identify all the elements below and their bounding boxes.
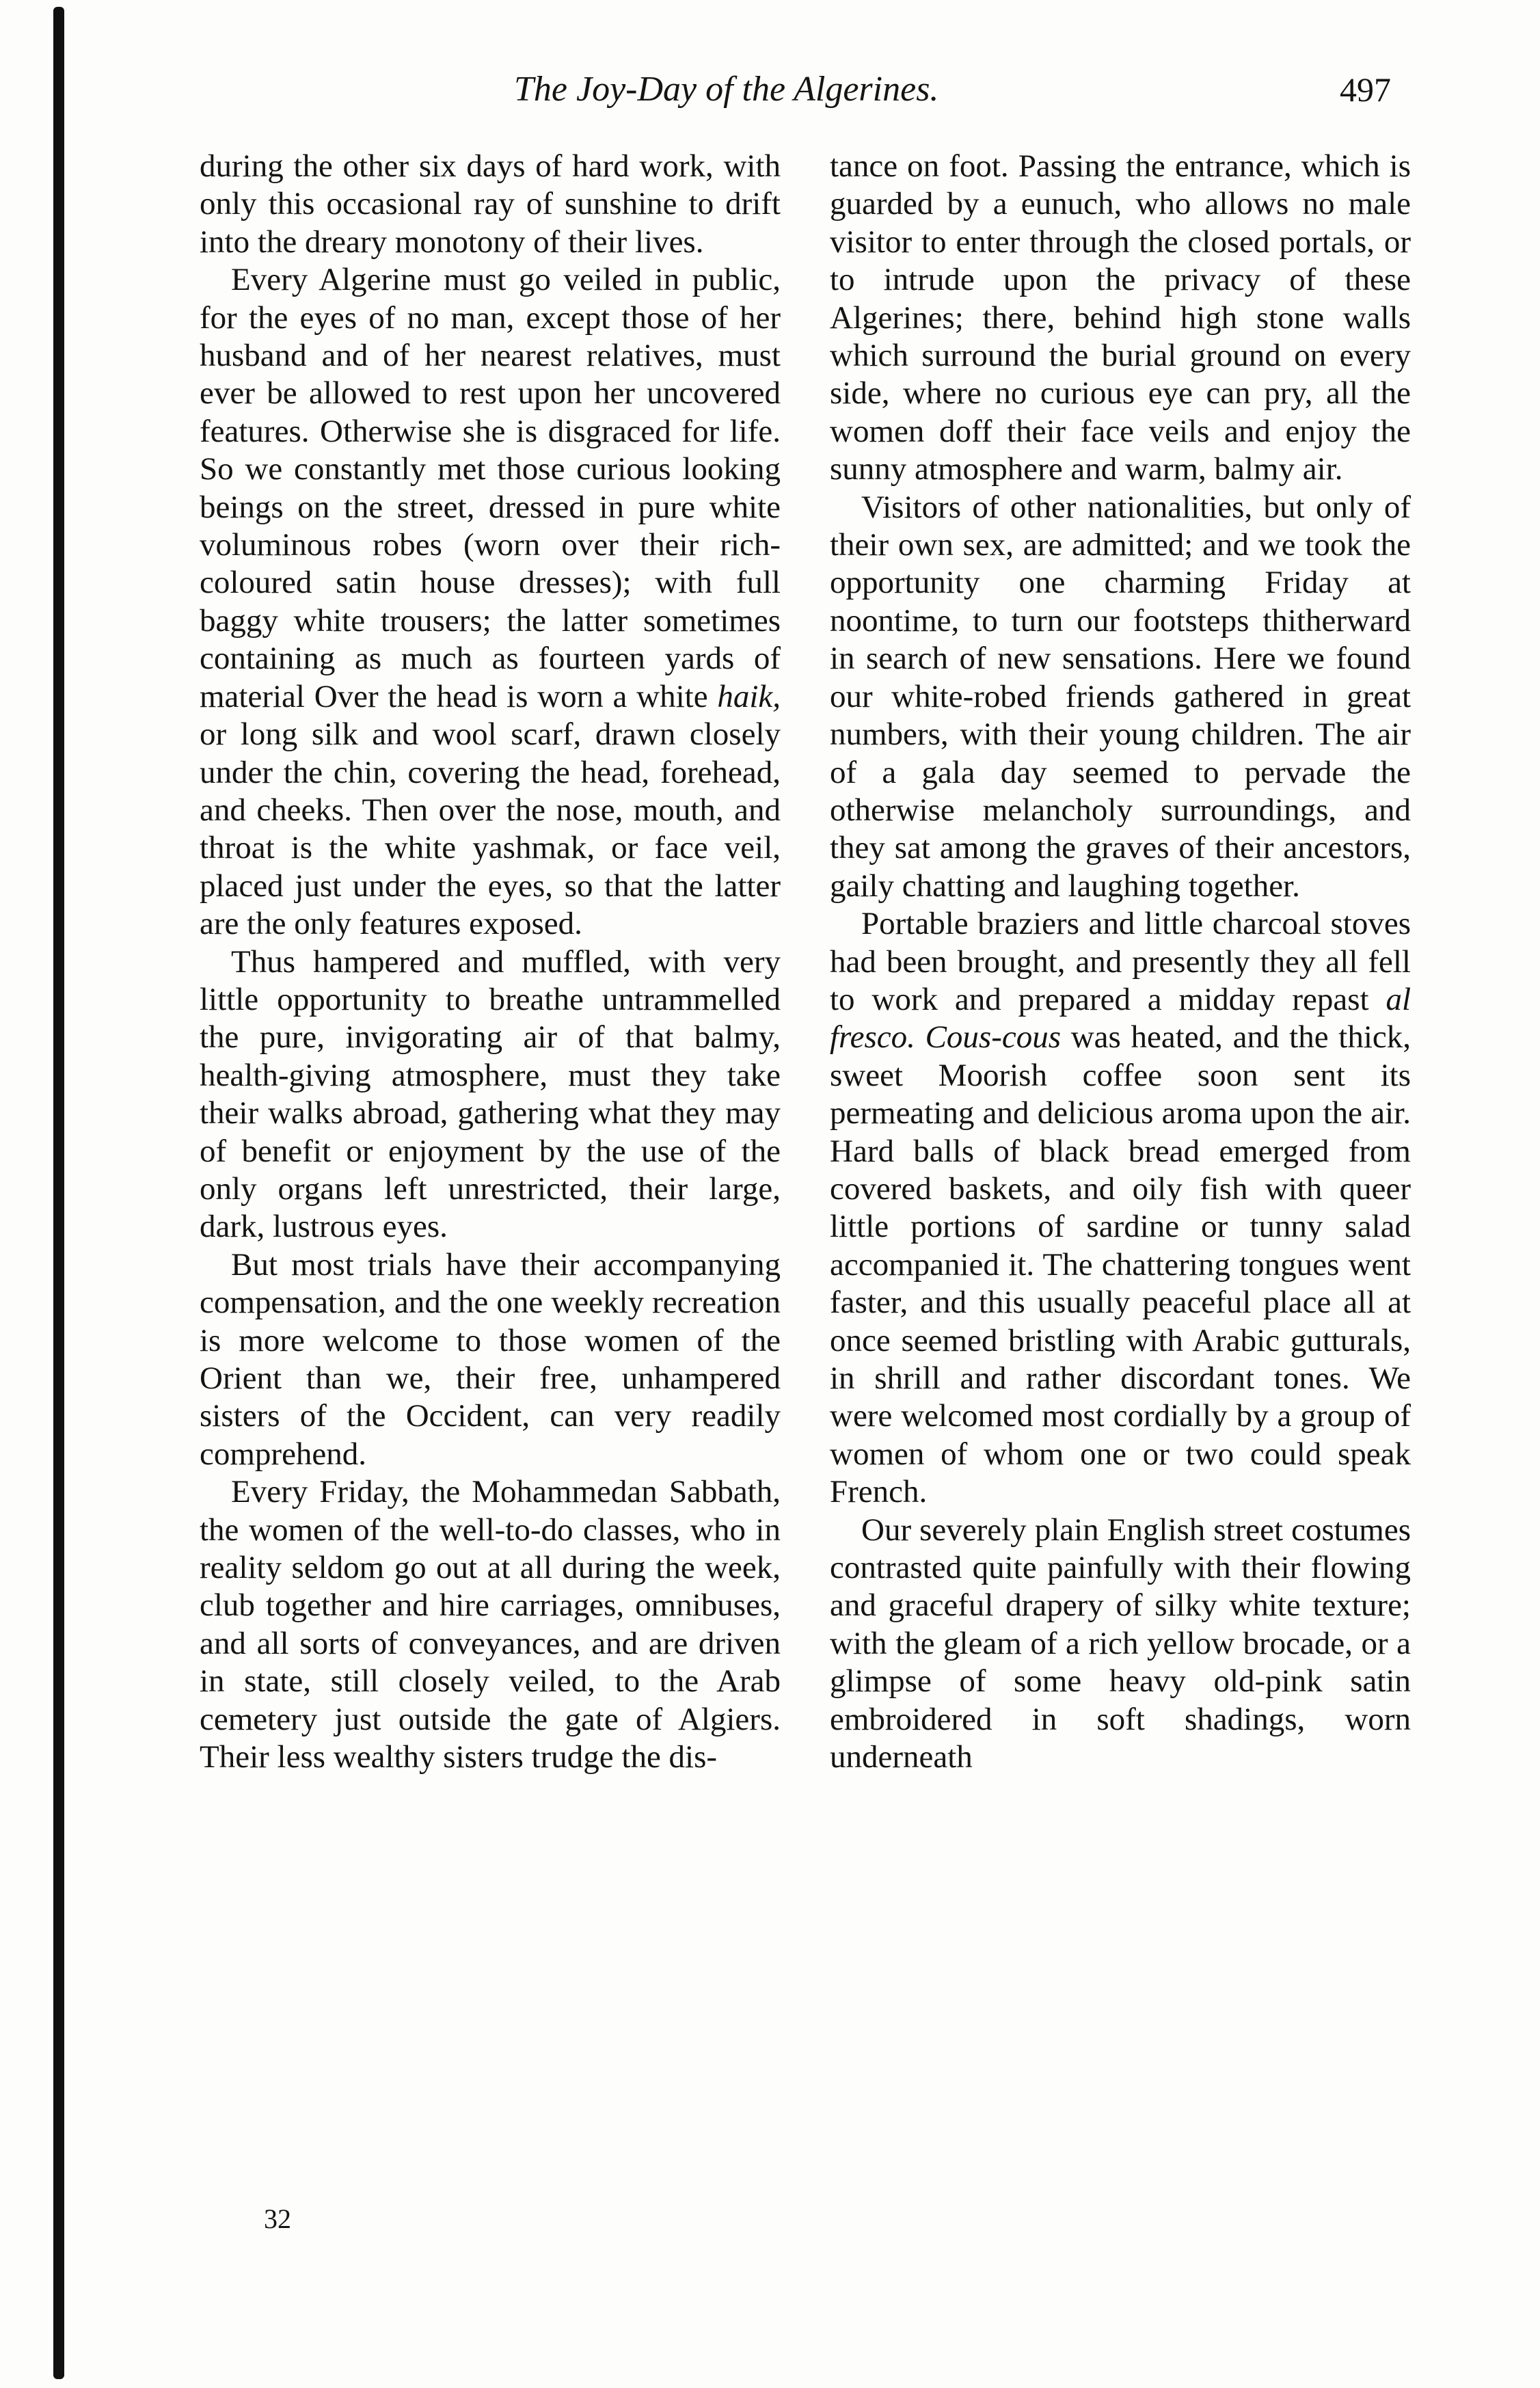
paragraph: Every Algerine must go veiled in public, for the eyes of no man, except those of her husband and of her nearest relatives, must ever be allowed to rest upon her uncovered features. Otherwise she is disgraced for life. So we constantly met those curious looking beings on the street, dressed in pure white voluminous robes (worn over their rich-coloured satin house dresses); with full baggy white trousers; the latter sometimes containing as much as fourteen yards of material Over the head is worn a white haik, or long silk and wool scarf, drawn closely under the chin, covering the head, forehead, and cheeks. Then over the nose, mouth, and throat is the white yashmak, or face veil, placed just under the eyes, so that the latter are the only features exposed. xyxy=(200,262,781,942)
italic-term: Cous-cous xyxy=(925,1019,1062,1056)
paragraph: Thus hampered and muffled, with very little opportunity to breathe untrammelled the pure, invigorating air of that balmy, health-giving atmosphere, must they take their walks abroad, gathering what they may of benefit or enjoyment by the use of the only organs left unrestricted, their large, dark, lustrous eyes. xyxy=(200,943,781,1245)
paragraph: Our severely plain English street costumes contrasted quite painfully with their flowing and graceful drapery of silky white texture; with the gleam of a rich yellow brocade, or a glimpse of some heavy old-pink satin embroidered in soft shadings, worn underneath xyxy=(830,1512,1411,1775)
paragraph: Every Friday, the Mohammedan Sabbath, the women of the well-to-do classes, who in reality seldom go out at all during the week, club together and hire carriages, omnibuses, and all sorts of conveyances, and are driven in state, still closely veiled, to the Arab cemetery just outside the gate of Algiers. Their less wealthy sisters trudge the dis- xyxy=(200,1474,781,1775)
page-number: 497 xyxy=(1340,70,1391,109)
left-column xyxy=(200,148,781,1776)
paragraph: But most trials have their accompanying compensation, and the one weekly recreation is more welcome to those women of the Orient than we, their free, unhampered sisters of the Occident, can very readily comprehend. xyxy=(200,1246,781,1472)
signature-mark: 32 xyxy=(264,2203,291,2234)
italic-term: haik, xyxy=(717,678,781,714)
paragraph: tance on foot. Passing the entrance, which is guarded by a eunuch, who allows no male visitor to enter through the closed portals, or to intrude upon the privacy of these Algerines; there, behind high stone walls which surround the burial ground on every side, where no curious eye can pry, all the women doff their face veils and enjoy the sunny atmosphere and warm, balmy air. xyxy=(830,148,1411,487)
right-column xyxy=(830,148,1411,1776)
running-title: The Joy-Day of the Algerines. xyxy=(514,70,939,109)
paragraph: Visitors of other nationalities, but only of their own sex, are admitted; and we took the opportunity one charming Friday at noontime, to turn our footsteps thitherward in search of new sensations. Here we found our white-robed friends gathered in great numbers, with their young children. The air of a gala day seemed to pervade the otherwise melancholy surroundings, and they sat among the graves of their ancestors, gaily chatting and laughing together. xyxy=(830,489,1411,904)
paragraph: Portable braziers and little charcoal stoves had been brought, and presently they all fell to work and prepared a midday repast al fresco. Cous-cous was heated, and the thick, sweet Moorish coffee soon sent its permeating and delicious aroma upon the air. Hard balls of black bread emerged from covered baskets, and oily fish with queer little portions of sardine or tunny salad accompanied it. The chattering tongues went faster, and this usually peaceful place all at once seemed bristling with Arabic gutturals, in shrill and rather discordant tones. We were welcomed most cordially by a group of women of whom one or two could speak French. xyxy=(830,906,1411,1510)
italic-term: al fresco. xyxy=(830,981,1411,1056)
page-binding-edge xyxy=(53,7,64,2379)
paragraph: during the other six days of hard work, with only this occasional ray of sunshine to drift into the dreary monotony of their lives. xyxy=(200,148,781,260)
page-header xyxy=(0,66,1540,134)
